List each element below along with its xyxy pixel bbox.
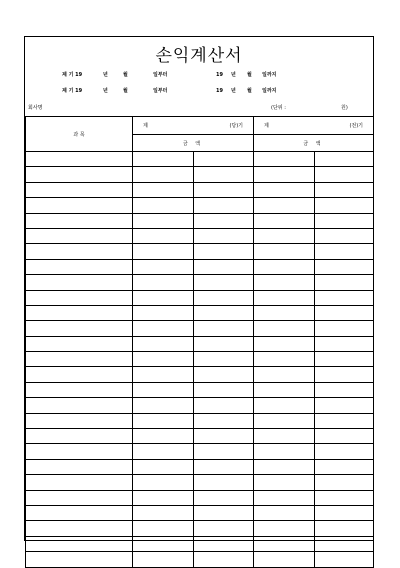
ledger-cell — [133, 259, 194, 274]
ledger-cell — [133, 244, 194, 259]
period-line-2-year-unit2: 년 — [231, 88, 236, 94]
ledger-cell — [26, 167, 133, 182]
ledger-cell — [26, 321, 133, 336]
ledger-cell — [254, 275, 315, 290]
ledger-row — [26, 275, 374, 290]
ledger-cell — [315, 398, 374, 413]
ledger-cell — [315, 182, 374, 197]
ledger-row — [26, 459, 374, 474]
prior-period-suffix: (전)기 — [349, 123, 363, 129]
current-period-suffix: (당)기 — [229, 123, 243, 129]
ledger-cell — [133, 444, 194, 459]
ledger-cell — [26, 444, 133, 459]
period-line-1-prefix: 제 기 19 — [62, 72, 83, 78]
ledger-cell — [194, 382, 254, 397]
ledger-cell — [26, 259, 133, 274]
ledger-cell — [26, 182, 133, 197]
ledger-cell — [194, 259, 254, 274]
ledger-cell — [133, 182, 194, 197]
current-amount-label: 금 액 — [182, 140, 204, 147]
ledger-cell — [133, 336, 194, 351]
ledger-cell — [26, 290, 133, 305]
ledger-cell — [254, 475, 315, 490]
ledger-cell — [133, 228, 194, 243]
ledger-cell — [254, 198, 315, 213]
period-line-1-year2: 19 — [216, 72, 223, 78]
period-line-2-from: 일부터 — [153, 88, 168, 94]
ledger-cell — [26, 152, 133, 167]
period-line-1-to: 일까지 — [262, 72, 277, 78]
ledger-cell — [194, 367, 254, 382]
ledger-cell — [26, 275, 133, 290]
ledger-row — [26, 152, 374, 167]
ledger-cell — [133, 521, 194, 536]
ledger-cell — [194, 429, 254, 444]
unit-close: 원) — [341, 105, 348, 111]
account-header-label: 과 목 — [73, 131, 85, 138]
ledger-row — [26, 490, 374, 505]
ledger-cell — [254, 305, 315, 320]
ledger-cell — [26, 521, 133, 536]
ledger-cell — [194, 490, 254, 505]
ledger-cell — [254, 290, 315, 305]
prior-amount-header — [254, 135, 374, 152]
ledger-cell — [26, 505, 133, 520]
ledger-cell — [26, 459, 133, 474]
ledger-cell — [315, 244, 374, 259]
ledger-row — [26, 382, 374, 397]
ledger-cell — [254, 521, 315, 536]
ledger-cell — [133, 290, 194, 305]
ledger-cell — [194, 398, 254, 413]
ledger-cell — [194, 536, 254, 551]
ledger-cell — [194, 521, 254, 536]
ledger-cell — [315, 321, 374, 336]
ledger-cell — [194, 152, 254, 167]
company-name-label: 회사명 — [28, 105, 43, 111]
ledger-cell — [26, 352, 133, 367]
ledger-cell — [26, 213, 133, 228]
ledger-cell — [194, 167, 254, 182]
period-line-1-year-unit: 년 — [103, 72, 108, 78]
ledger-cell — [194, 459, 254, 474]
ledger-cell — [254, 321, 315, 336]
ledger-cell — [26, 413, 133, 428]
ledger-cell — [194, 244, 254, 259]
ledger-cell — [315, 475, 374, 490]
period-line-1-month-unit2: 월 — [247, 72, 252, 78]
ledger-cell — [315, 336, 374, 351]
ledger-table-wrap — [25, 116, 373, 541]
ledger-cell — [315, 275, 374, 290]
ledger-cell — [133, 536, 194, 551]
ledger-cell — [254, 382, 315, 397]
period-line-2-month-unit: 월 — [123, 88, 128, 94]
ledger-cell — [254, 413, 315, 428]
ledger-cell — [26, 536, 133, 551]
ledger-cell — [133, 167, 194, 182]
ledger-cell — [315, 505, 374, 520]
prior-amount-label: 금 액 — [303, 140, 324, 147]
ledger-cell — [26, 490, 133, 505]
ledger-cell — [194, 182, 254, 197]
ledger-cell — [315, 198, 374, 213]
ledger-cell — [254, 505, 315, 520]
ledger-cell — [315, 413, 374, 428]
ledger-row — [26, 167, 374, 182]
period-line-2-year2: 19 — [216, 88, 223, 94]
ledger-cell — [254, 259, 315, 274]
current-period-prefix: 제 — [143, 123, 148, 129]
ledger-cell — [194, 336, 254, 351]
period-line-1-month-unit: 월 — [123, 72, 128, 78]
ledger-cell — [315, 536, 374, 551]
ledger-row — [26, 475, 374, 490]
ledger-cell — [26, 336, 133, 351]
ledger-row — [26, 536, 374, 551]
period-line-2-prefix: 제 기 19 — [62, 88, 83, 94]
ledger-cell — [254, 152, 315, 167]
ledger-row — [26, 321, 374, 336]
ledger-row — [26, 336, 374, 351]
income-statement-form — [24, 36, 374, 541]
ledger-cell — [194, 305, 254, 320]
ledger-cell — [254, 429, 315, 444]
ledger-cell — [254, 167, 315, 182]
period-line-2-month-unit2: 월 — [247, 88, 252, 94]
ledger-cell — [194, 198, 254, 213]
ledger-cell — [254, 352, 315, 367]
ledger-cell — [194, 352, 254, 367]
ledger-cell — [133, 305, 194, 320]
ledger-cell — [133, 475, 194, 490]
ledger-row — [26, 521, 374, 536]
ledger-cell — [254, 228, 315, 243]
ledger-cell — [254, 182, 315, 197]
ledger-row — [26, 398, 374, 413]
ledger-cell — [315, 290, 374, 305]
ledger-cell — [254, 536, 315, 551]
ledger-cell — [254, 398, 315, 413]
ledger-cell — [254, 459, 315, 474]
header-row-period — [26, 117, 374, 135]
ledger-row — [26, 228, 374, 243]
ledger-row — [26, 429, 374, 444]
ledger-cell — [315, 305, 374, 320]
ledger-cell — [194, 444, 254, 459]
ledger-cell — [26, 382, 133, 397]
ledger-row — [26, 413, 374, 428]
ledger-cell — [133, 459, 194, 474]
ledger-row — [26, 367, 374, 382]
ledger-cell — [254, 367, 315, 382]
ledger-cell — [315, 459, 374, 474]
ledger-cell — [26, 244, 133, 259]
ledger-cell — [133, 490, 194, 505]
ledger-cell — [254, 244, 315, 259]
ledger-cell — [133, 198, 194, 213]
ledger-cell — [315, 167, 374, 182]
ledger-cell — [194, 275, 254, 290]
ledger-cell — [315, 382, 374, 397]
ledger-row — [26, 352, 374, 367]
ledger-row — [26, 505, 374, 520]
ledger-cell — [133, 505, 194, 520]
ledger-cell — [26, 198, 133, 213]
ledger-cell — [315, 490, 374, 505]
ledger-cell — [315, 429, 374, 444]
ledger-row — [26, 213, 374, 228]
current-amount-header — [133, 135, 254, 152]
period-line-1-from: 일부터 — [153, 72, 168, 78]
current-period-header — [133, 117, 254, 135]
ledger-cell — [133, 429, 194, 444]
ledger-cell — [315, 213, 374, 228]
ledger-cell — [133, 213, 194, 228]
ledger-cell — [194, 475, 254, 490]
ledger-cell — [194, 505, 254, 520]
period-line-2-to: 일까지 — [262, 88, 277, 94]
ledger-cell — [194, 413, 254, 428]
ledger-cell — [194, 290, 254, 305]
ledger-cell — [133, 275, 194, 290]
ledger-cell — [26, 475, 133, 490]
ledger-cell — [133, 382, 194, 397]
ledger-cell — [315, 367, 374, 382]
ledger-cell — [254, 444, 315, 459]
ledger-cell — [315, 228, 374, 243]
ledger-cell — [315, 352, 374, 367]
ledger-cell — [315, 259, 374, 274]
ledger-cell — [194, 321, 254, 336]
ledger-cell — [26, 429, 133, 444]
ledger-cell — [254, 490, 315, 505]
ledger-cell — [26, 228, 133, 243]
ledger-cell — [133, 152, 194, 167]
ledger-row — [26, 182, 374, 197]
ledger-cell — [315, 521, 374, 536]
ledger-row — [26, 290, 374, 305]
document-title: 손익계산서 — [155, 46, 243, 66]
ledger-cell — [133, 413, 194, 428]
ledger-row — [26, 305, 374, 320]
prior-period-prefix: 제 — [264, 123, 269, 129]
ledger-row — [26, 198, 374, 213]
period-line-2-year-unit: 년 — [103, 88, 108, 94]
ledger-cell — [254, 336, 315, 351]
ledger-cell — [194, 213, 254, 228]
ledger-cell — [315, 444, 374, 459]
ledger-row — [26, 244, 374, 259]
account-header — [26, 117, 133, 152]
ledger-cell — [254, 213, 315, 228]
ledger-row — [26, 259, 374, 274]
ledger-cell — [133, 367, 194, 382]
ledger-cell — [133, 352, 194, 367]
ledger-cell — [315, 152, 374, 167]
period-line-1-year-unit2: 년 — [231, 72, 236, 78]
ledger-cell — [194, 228, 254, 243]
ledger-row — [26, 444, 374, 459]
ledger-cell — [133, 321, 194, 336]
unit-label: (단위 : — [271, 105, 286, 111]
ledger-cell — [26, 398, 133, 413]
ledger-cell — [26, 367, 133, 382]
ledger-cell — [26, 305, 133, 320]
prior-period-header — [254, 117, 374, 135]
ledger-cell — [133, 398, 194, 413]
ledger-table — [25, 116, 374, 568]
